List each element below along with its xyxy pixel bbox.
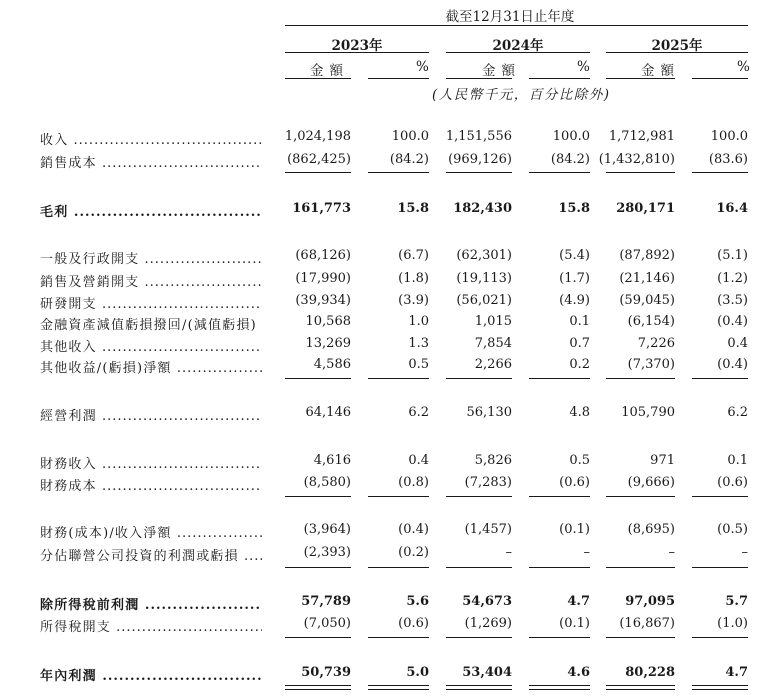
row-label: 其他收入 ..... [40, 336, 262, 355]
amount-cell: (56,021) [456, 293, 512, 308]
percent-cell: 0.2 [569, 357, 590, 372]
subtotal-rule [446, 172, 512, 173]
percent-cell: – [741, 545, 748, 560]
year-2023-heading: 2023年 [331, 38, 383, 54]
percent-cell: (3.5) [717, 293, 748, 308]
amount-cell: (7,283) [464, 475, 512, 490]
table-row [0, 405, 775, 423]
amount-cell: 50,739 [301, 665, 351, 680]
amount-cell: (21,146) [619, 271, 675, 286]
amount-cell: (59,045) [619, 293, 675, 308]
amount-cell: (19,113) [456, 271, 512, 286]
subtotal-rule [606, 378, 675, 379]
amount-header-2024: 金額 [482, 63, 521, 79]
amount-cell: 10,568 [305, 314, 351, 329]
year-2024-rule [446, 52, 590, 53]
row-label: 收入 ..... [40, 129, 262, 148]
subtotal-rule [606, 637, 675, 638]
rule [285, 78, 351, 79]
subtotal-rule [606, 172, 675, 173]
subtotal-rule [606, 496, 675, 497]
percent-cell: 0.7 [569, 336, 590, 351]
amount-cell: 80,228 [625, 665, 675, 680]
amount-cell: (3,964) [303, 522, 351, 537]
table-row [0, 357, 775, 375]
subtotal-rule [368, 567, 429, 568]
table-row [0, 293, 775, 311]
amount-cell: (7,050) [303, 616, 351, 631]
amount-cell: 1,151,556 [445, 129, 512, 144]
percent-cell: (0.8) [398, 475, 429, 490]
subtotal-rule [368, 378, 429, 379]
percent-cell: 0.1 [569, 314, 590, 329]
table-row [0, 453, 775, 471]
amount-cell: (68,126) [295, 248, 351, 263]
percent-cell: 15.8 [558, 201, 590, 216]
total-double-rule [285, 685, 351, 690]
subtotal-rule [285, 567, 351, 568]
row-label: 經營利潤 ..... [40, 405, 262, 424]
unit-note: (人民幣千元，百分比除外) [432, 87, 611, 103]
subtotal-rule [692, 496, 748, 497]
subtotal-rule [529, 378, 590, 379]
amount-cell: 97,095 [625, 594, 675, 609]
percent-cell: 16.4 [716, 201, 748, 216]
table-row [0, 475, 775, 493]
row-label: 銷售成本 ..... [40, 152, 262, 171]
amount-cell: – [668, 545, 675, 560]
table-row [0, 616, 775, 634]
subtotal-rule [692, 567, 748, 568]
percent-cell: 1.3 [408, 336, 429, 351]
row-label: 財務收入 ..... [40, 453, 262, 472]
amount-cell: 57,789 [301, 594, 351, 609]
amount-cell: 54,673 [462, 594, 512, 609]
row-label: 其他收益/(虧損)淨額 ..... [40, 357, 262, 376]
amount-cell: (2,393) [303, 545, 351, 560]
year-2025-heading: 2025年 [651, 38, 703, 54]
amount-cell: 7,854 [474, 336, 512, 351]
total-double-rule [446, 685, 512, 690]
percent-cell: 100.0 [710, 129, 748, 144]
percent-cell: (5.1) [717, 248, 748, 263]
total-double-rule [368, 685, 429, 690]
subtotal-rule [529, 496, 590, 497]
amount-cell: (39,934) [295, 293, 351, 308]
subtotal-rule [285, 496, 351, 497]
amount-header-2023: 金額 [310, 63, 349, 79]
percent-cell: 15.8 [397, 201, 429, 216]
amount-cell: 2,266 [474, 357, 512, 372]
amount-cell: (862,425) [287, 152, 351, 167]
percent-cell: 4.8 [569, 405, 590, 420]
amount-cell: 1,024,198 [284, 129, 351, 144]
amount-cell: (87,892) [619, 248, 675, 263]
amount-cell: 971 [650, 453, 675, 468]
percent-cell: (0.6) [717, 475, 748, 490]
table-row [0, 545, 775, 563]
rule [692, 78, 748, 79]
percent-cell: (84.2) [550, 152, 590, 167]
amount-cell: 4,586 [313, 357, 351, 372]
table-row [0, 248, 775, 266]
amount-cell: 7,226 [637, 336, 675, 351]
percent-cell: (0.5) [717, 522, 748, 537]
amount-cell: (7,370) [627, 357, 675, 372]
amount-cell: (62,301) [456, 248, 512, 263]
row-label: 除所得稅前利潤 ..... [40, 594, 262, 613]
subtotal-rule [446, 567, 512, 568]
table-row [0, 129, 775, 147]
rule [606, 78, 675, 79]
table-row [0, 152, 775, 170]
subtotal-rule [285, 637, 351, 638]
amount-cell: 64,146 [305, 405, 351, 420]
percent-cell: (4.9) [559, 293, 590, 308]
row-label: 毛利 ..... [40, 201, 262, 220]
amount-cell: 182,430 [453, 201, 512, 216]
subtotal-rule [368, 637, 429, 638]
percent-header-2025: % [737, 59, 750, 75]
amount-cell: 5,826 [474, 453, 512, 468]
amount-cell: 1,015 [474, 314, 512, 329]
subtotal-rule [529, 567, 590, 568]
table-row [0, 594, 775, 612]
subtotal-rule [285, 172, 351, 173]
percent-cell: (1.7) [559, 271, 590, 286]
row-label: 分佔聯營公司投資的利潤或虧損 ..... [40, 545, 262, 564]
year-2024-heading: 2024年 [492, 38, 544, 54]
row-label: 財務成本 ..... [40, 475, 262, 494]
subtotal-rule [692, 378, 748, 379]
subtotal-rule [368, 172, 429, 173]
rule [529, 78, 590, 79]
amount-cell: 1,712,981 [608, 129, 675, 144]
amount-cell: (8,695) [627, 522, 675, 537]
amount-cell: (8,580) [303, 475, 351, 490]
amount-cell: 53,404 [462, 665, 512, 680]
percent-cell: (5.4) [559, 248, 590, 263]
percent-cell: – [583, 545, 590, 560]
percent-cell: 0.4 [408, 453, 429, 468]
header-rule [285, 25, 748, 26]
amount-cell: (969,126) [448, 152, 512, 167]
percent-cell: (84.2) [389, 152, 429, 167]
row-label: 年內利潤 ..... [40, 665, 262, 684]
percent-cell: (1.0) [717, 616, 748, 631]
table-row [0, 522, 775, 540]
percent-cell: 0.1 [727, 453, 748, 468]
percent-cell: (0.1) [559, 616, 590, 631]
row-label: 銷售及營銷開支 ..... [40, 271, 262, 290]
rule [446, 78, 512, 79]
percent-cell: 0.5 [408, 357, 429, 372]
amount-cell: (1,269) [464, 616, 512, 631]
total-double-rule [529, 685, 590, 690]
table-row [0, 336, 775, 354]
percent-cell: 6.2 [727, 405, 748, 420]
amount-cell: (16,867) [619, 616, 675, 631]
percent-cell: 0.4 [727, 336, 748, 351]
year-2023-rule [285, 52, 429, 53]
subtotal-rule [529, 637, 590, 638]
amount-cell: 280,171 [616, 201, 675, 216]
percent-cell: (0.6) [398, 616, 429, 631]
amount-cell: (6,154) [627, 314, 675, 329]
percent-cell: 1.0 [408, 314, 429, 329]
period-heading: 截至12月31日止年度 [445, 9, 575, 25]
amount-cell: (1,457) [464, 522, 512, 537]
table-row [0, 271, 775, 289]
percent-cell: (0.4) [717, 357, 748, 372]
year-2025-rule [606, 52, 748, 53]
amount-cell: (9,666) [627, 475, 675, 490]
amount-cell: 13,269 [305, 336, 351, 351]
amount-cell: (1,432,810) [598, 152, 675, 167]
table-row [0, 314, 775, 332]
percent-cell: (83.6) [708, 152, 748, 167]
percent-cell: 100.0 [552, 129, 590, 144]
subtotal-rule [692, 172, 748, 173]
percent-cell: (0.4) [717, 314, 748, 329]
row-label: 所得稅開支 ..... [40, 616, 262, 635]
subtotal-rule [692, 637, 748, 638]
percent-cell: (6.7) [398, 248, 429, 263]
amount-cell: 105,790 [621, 405, 675, 420]
subtotal-rule [446, 637, 512, 638]
subtotal-rule [606, 567, 675, 568]
percent-cell: 5.7 [725, 594, 748, 609]
row-label: 一般及行政開支 ..... [40, 248, 262, 267]
subtotal-rule [446, 378, 512, 379]
subtotal-rule [529, 172, 590, 173]
percent-cell: (0.4) [398, 522, 429, 537]
percent-header-2023: % [416, 59, 429, 75]
percent-cell: 0.5 [569, 453, 590, 468]
amount-cell: 56,130 [466, 405, 512, 420]
subtotal-rule [446, 496, 512, 497]
amount-cell: 4,616 [313, 453, 351, 468]
amount-cell: 161,773 [292, 201, 351, 216]
percent-cell: 100.0 [391, 129, 429, 144]
percent-cell: (0.2) [398, 545, 429, 560]
percent-header-2024: % [577, 59, 590, 75]
row-label: 金融資產減值虧損撥回/(減值虧損) ..... [40, 314, 262, 333]
percent-cell: (0.6) [559, 475, 590, 490]
table-row [0, 201, 775, 219]
percent-cell: (1.2) [717, 271, 748, 286]
percent-cell: 5.6 [406, 594, 429, 609]
percent-cell: 4.6 [567, 665, 590, 680]
amount-cell: – [505, 545, 512, 560]
percent-cell: 5.0 [406, 665, 429, 680]
row-label: 財務(成本)/收入淨額 ..... [40, 522, 262, 541]
percent-cell: (1.8) [398, 271, 429, 286]
total-double-rule [606, 685, 675, 690]
subtotal-rule [368, 496, 429, 497]
percent-cell: 4.7 [567, 594, 590, 609]
row-label: 研發開支 ..... [40, 293, 262, 312]
percent-cell: (3.9) [398, 293, 429, 308]
amount-header-2025: 金額 [641, 63, 680, 79]
rule [368, 78, 429, 79]
amount-cell: (17,990) [295, 271, 351, 286]
percent-cell: 6.2 [408, 405, 429, 420]
percent-cell: (0.1) [559, 522, 590, 537]
table-row [0, 665, 775, 683]
percent-cell: 4.7 [725, 665, 748, 680]
total-double-rule [692, 685, 748, 690]
subtotal-rule [285, 378, 351, 379]
